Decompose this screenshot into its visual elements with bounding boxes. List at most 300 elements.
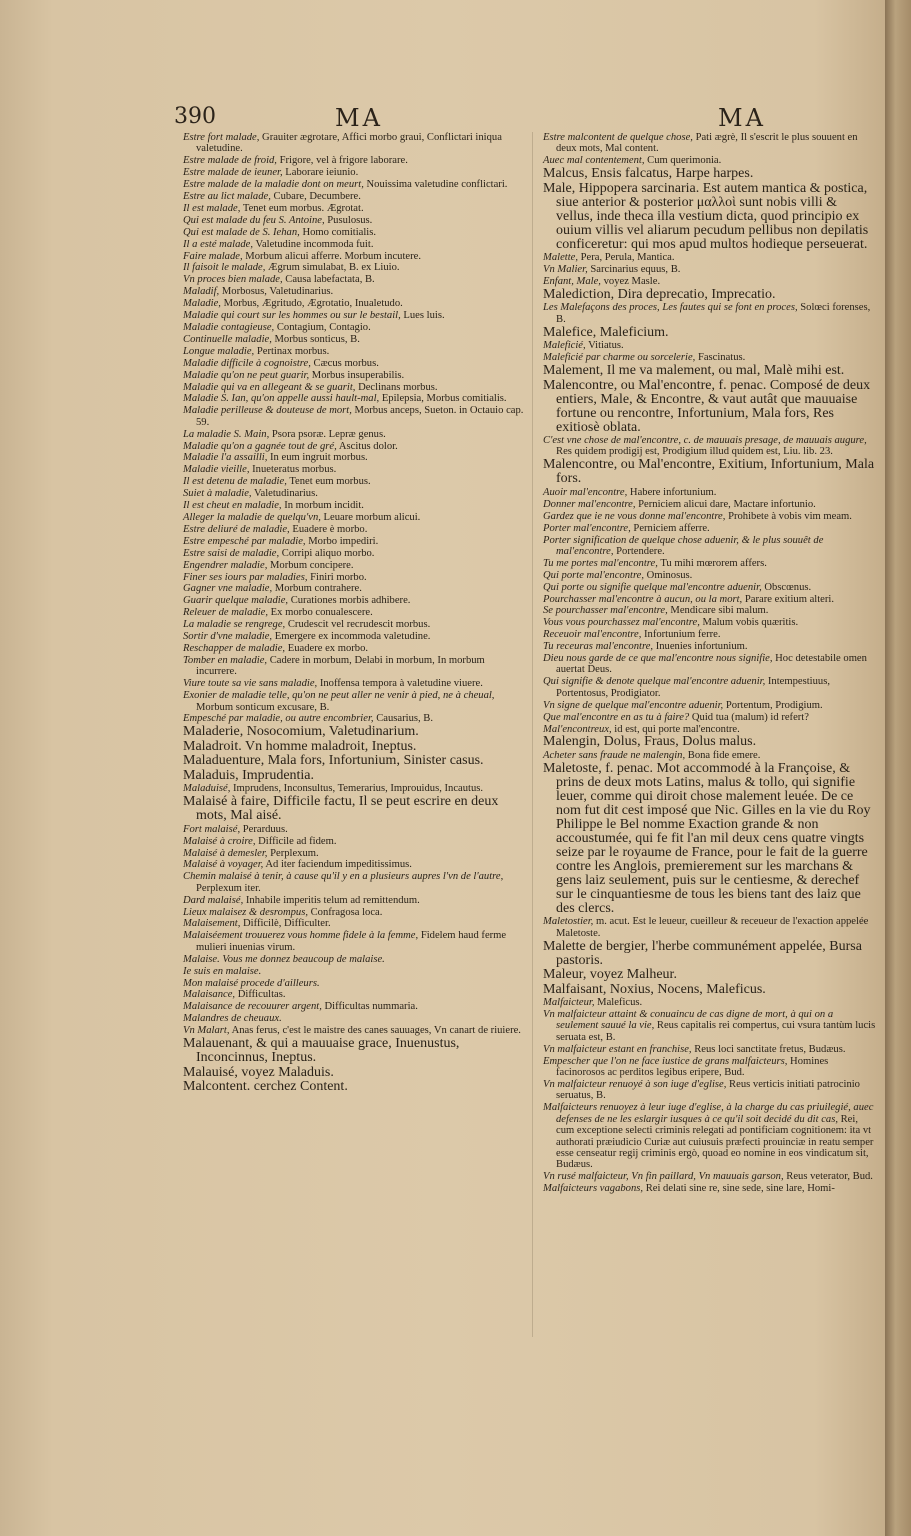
entry-headword: Estre deliuré de maladie, xyxy=(183,523,290,535)
left-running-header: MA xyxy=(335,104,383,132)
entry-text: Difficultas nummaria. xyxy=(321,1001,418,1013)
entry-headword: Malaisé à croire, xyxy=(183,835,256,847)
entry-text: Maleficus. xyxy=(594,997,643,1009)
entry-headword: Chemin malaisé à tenir, à cause qu'il y en a plusieurs aupres l'vn de l'autre, xyxy=(183,871,504,883)
entry-headword: Vous vous pourchassez mal'encontre, xyxy=(543,617,700,629)
dictionary-entry xyxy=(543,252,876,263)
dictionary-entry xyxy=(543,617,876,628)
entry-headword: Maladie contagieuse, xyxy=(183,322,275,333)
dictionary-entry xyxy=(183,429,525,440)
dictionary-entry xyxy=(183,595,525,606)
dictionary-entry xyxy=(543,629,876,640)
entry-text: Psora psoræ. Lepræ genus. xyxy=(269,428,386,440)
entry-headword: Estre au lict malade, xyxy=(183,191,271,203)
entry-headword: Maladuisé, xyxy=(183,783,231,795)
entry-text: Bona fide emere. xyxy=(685,749,761,761)
entry-headword: Maladie qu'on ne peut guarir, xyxy=(183,369,310,381)
entry-text: Habere infortunium. xyxy=(627,486,717,498)
entry-headword: Qui est malade de S. Iehan, xyxy=(183,226,300,238)
entry-headword: Vn Malier, xyxy=(543,264,588,276)
entry-headword: Estre malcontent de quelque chose, xyxy=(543,132,693,143)
dictionary-entry xyxy=(183,536,525,547)
dictionary-entry xyxy=(543,676,876,699)
entry-text: Finiri morbo. xyxy=(307,571,367,583)
dictionary-entry xyxy=(543,940,876,968)
entry-text: Grauiter ægrotare, Affici morbo graui, Conflictari iniqua valetudine. xyxy=(196,132,502,155)
entry-headword: Enfant, Male, xyxy=(543,276,601,288)
dictionary-entry xyxy=(183,583,525,594)
entry-headword: Tu me portes mal'encontre, xyxy=(543,557,658,569)
entry-text: Difficultas. xyxy=(235,989,286,1001)
entry-text: Ex morbo conualescere. xyxy=(268,607,373,619)
entry-text: Imprudens, Inconsultus, Temerarius, Improuidus, Incautus. xyxy=(230,783,484,795)
dictionary-entry xyxy=(183,607,525,618)
entry-headword: Malaise. Vous me donnez beaucoup de malaise. xyxy=(183,953,385,965)
entry-text: Rei, cum exceptione selecti criminis relegati ad pontificiam cognitionem: ita vt authorati præiudicio Curiæ aut cuiusuis præfecti prouinciæ in reatu semper esse censeatur regij criminis ergò, quoad eo nomine in eos vindicatum sit, Budæus. xyxy=(556,1113,874,1171)
dictionary-entry xyxy=(183,298,525,309)
entry-headword: Malfaicteurs vagabons, xyxy=(543,1183,644,1195)
entry-text: Malediction, Dira deprecatio, Imprecatio. xyxy=(543,286,776,302)
entry-text: m. acut. Est le leueur, cueilleur & receueur de l'exaction appelée Maletoste. xyxy=(556,916,869,939)
entry-text: Perplexum. xyxy=(267,847,319,859)
entry-text: Perarduus. xyxy=(240,823,288,835)
dictionary-entry xyxy=(183,836,525,847)
entry-text: Malencontre, ou Mal'encontre, f. penac. Composé de deux entiers, Male, & Encontre, & vaut autât que mauuaise fortune ou rencontre, Infortunium, Mala fors, Res exitiosè oblata. xyxy=(543,377,871,435)
entry-headword: Maladie, xyxy=(183,298,221,310)
entry-text: Valetudinarius. xyxy=(251,488,318,500)
dictionary-entry xyxy=(183,1037,525,1065)
entry-text: Frigore, vel à frigore laborare. xyxy=(276,155,408,167)
entry-headword: Maladie qu'on a gagnée tout de gré, xyxy=(183,440,337,452)
right-column xyxy=(543,132,876,1195)
entry-text: Leuare morbum alicui. xyxy=(320,512,421,523)
entry-text: Maladuis, Imprudentia. xyxy=(183,767,315,783)
entry-headword: Empesché par maladie, ou autre encombrier, xyxy=(183,713,374,725)
entry-text: Malfaisant, Noxius, Nocens, Maleficus. xyxy=(543,981,766,997)
entry-text: Portendere. xyxy=(613,545,665,557)
entry-text: Infortunium ferre. xyxy=(641,629,721,641)
dictionary-entry xyxy=(543,1056,876,1079)
entry-text: Fascinatus. xyxy=(695,352,746,364)
dictionary-entry xyxy=(543,712,876,723)
entry-headword: Maleficié, xyxy=(543,340,586,352)
entry-text: Nouissima valetudine conflictari. xyxy=(363,179,508,191)
entry-text: Pati ægrè, Il s'escrit le plus souuent en deux mots, Mal content. xyxy=(556,132,858,155)
entry-text: id est, qui porte mal'encontre. xyxy=(611,723,740,735)
dictionary-entry xyxy=(183,191,525,202)
entry-headword: Reschapper de maladie, xyxy=(183,642,286,654)
dictionary-entry xyxy=(543,352,876,363)
dictionary-entry xyxy=(543,735,876,749)
dictionary-entry xyxy=(183,930,525,953)
entry-headword: Malfaicteur, xyxy=(543,997,595,1009)
left-column xyxy=(183,132,525,1095)
dictionary-entry xyxy=(183,524,525,535)
entry-headword: Malaisance de recouurer argent, xyxy=(183,1001,322,1013)
entry-text: Epilepsia, Morbus comitialis. xyxy=(379,393,507,405)
entry-headword: Tomber en maladie, xyxy=(183,654,268,666)
entry-headword: Exonier de maladie telle, qu'on ne peut aller ne venir à pied, ne à cheual, xyxy=(183,690,495,702)
entry-text: Curationes morbis adhibere. xyxy=(288,595,411,607)
entry-headword: Porter mal'encontre, xyxy=(543,522,631,534)
entry-headword: Receuoir mal'encontre, xyxy=(543,629,642,641)
entry-headword: Que mal'encontre en as tu à faire? xyxy=(543,711,690,723)
entry-text: Sarcinarius equus, B. xyxy=(587,264,681,276)
entry-headword: Se pourchasser mal'encontre, xyxy=(543,605,668,617)
dictionary-entry xyxy=(543,653,876,676)
entry-headword: Malandres de cheuaux. xyxy=(183,1013,282,1025)
entry-text: Ominosus. xyxy=(644,569,693,581)
entry-text: Morbus insuperabilis. xyxy=(309,369,405,381)
dictionary-entry xyxy=(183,1080,525,1094)
entry-text: Malencontre, ou Mal'encontre, Exitium, Infortunium, Mala fors. xyxy=(543,457,875,487)
entry-text: Morbus sonticus, B. xyxy=(271,333,360,345)
entry-headword: Vn proces bien malade, xyxy=(183,274,283,286)
entry-text: Pera, Perula, Mantica. xyxy=(578,252,675,264)
dictionary-entry xyxy=(183,512,525,523)
dictionary-entry xyxy=(183,954,525,965)
entry-text: Cæcus morbus. xyxy=(310,357,379,369)
dictionary-entry xyxy=(543,594,876,605)
entry-headword: Il faisoit le malade, xyxy=(183,262,266,274)
dictionary-entry xyxy=(543,523,876,534)
entry-text: In morbum incidit. xyxy=(281,500,364,512)
entry-text: Emergere ex incommoda valetudine. xyxy=(272,631,431,643)
entry-text: Reus veterator, Bud. xyxy=(783,1171,873,1183)
entry-text: Malement, Il me va malement, ou mal, Malè mihi est. xyxy=(543,363,845,379)
entry-text: Tu mihi mœrorem affers. xyxy=(657,557,767,569)
dictionary-entry xyxy=(543,535,876,558)
dictionary-entry xyxy=(183,848,525,859)
entry-headword: Malaisement, xyxy=(183,918,241,930)
entry-text: voyez Masle. xyxy=(600,276,661,288)
dictionary-entry xyxy=(183,405,525,428)
dictionary-entry xyxy=(543,458,876,486)
dictionary-entry xyxy=(183,907,525,918)
dictionary-entry xyxy=(543,1183,876,1194)
entry-text: Maladroit. Vn homme maladroit, Ineptus. xyxy=(183,738,417,754)
dictionary-entry xyxy=(183,251,525,262)
entry-text: Causarius, B. xyxy=(373,713,434,725)
dictionary-entry xyxy=(183,871,525,894)
entry-text: Homo comitialis. xyxy=(299,226,377,238)
dictionary-entry xyxy=(183,1066,525,1080)
dictionary-entry xyxy=(183,740,525,754)
entry-headword: Tu receuras mal'encontre, xyxy=(543,641,654,653)
dictionary-entry xyxy=(543,968,876,982)
entry-headword: Guarir quelque maladie, xyxy=(183,595,289,607)
entry-text: Malefice, Maleficium. xyxy=(543,324,669,340)
dictionary-entry xyxy=(183,754,525,768)
entry-text: Difficilè, Difficulter. xyxy=(240,918,331,930)
entry-headword: Malaisance, xyxy=(183,989,236,1001)
entry-text: Morbum sonticum excusare, B. xyxy=(196,701,330,713)
entry-headword: Les Malefaçons des proces, Les fautes qui se font en proces, xyxy=(543,302,798,314)
dictionary-entry xyxy=(183,286,525,297)
entry-headword: Estre malade de la maladie dont on meurt, xyxy=(183,179,364,191)
dictionary-entry xyxy=(543,724,876,735)
entry-text: Valetudine incommoda fuit. xyxy=(253,238,374,250)
dictionary-entry xyxy=(543,605,876,616)
entry-headword: Maleficié par charme ou sorcelerie, xyxy=(543,352,696,364)
entry-text: Portentum, Prodigium. xyxy=(723,699,823,711)
entry-text: Malcontent. cerchez Content. xyxy=(183,1079,348,1095)
entry-headword: Pourchasser mal'encontre à aucun, ou la mort, xyxy=(543,593,743,605)
entry-headword: Vn rusé malfaicteur, Vn fin paillard, Vn mauuais garson, xyxy=(543,1171,784,1183)
entry-headword: Malaisé à voyager, xyxy=(183,859,264,871)
dictionary-entry xyxy=(183,978,525,989)
dictionary-entry xyxy=(543,264,876,275)
entry-text: Reus capitalis rei compertus, cui vsura tantùm lucis seruata est, B. xyxy=(556,1020,876,1043)
entry-headword: Acheter sans fraude ne malengin, xyxy=(543,749,686,761)
dictionary-entry xyxy=(183,346,525,357)
entry-text: Morbus anceps, Sueton. in Octauio cap. 59. xyxy=(196,405,524,428)
entry-headword: Gagner vne maladie, xyxy=(183,583,273,595)
entry-text: Lues luis. xyxy=(400,310,445,322)
right-running-header: MA xyxy=(718,104,766,132)
dictionary-entry xyxy=(543,983,876,997)
dictionary-entry xyxy=(543,1102,876,1170)
dictionary-entry xyxy=(543,1044,876,1055)
dictionary-entry xyxy=(543,435,876,458)
entry-text: Obscœnus. xyxy=(761,581,812,593)
dictionary-entry xyxy=(183,452,525,463)
entry-text: Malaisé à faire, Difficile factu, Il se peut escrire en deux mots, Mal aisé. xyxy=(183,794,499,824)
entry-headword: Auec mal contentement, xyxy=(543,155,645,167)
entry-text: Morbosus, Valetudinarius. xyxy=(219,286,334,298)
entry-headword: Mal'encontreux, xyxy=(543,723,612,735)
entry-headword: Releuer de maladie, xyxy=(183,607,269,619)
entry-headword: Maladif, xyxy=(183,286,220,298)
dictionary-entry xyxy=(183,783,525,794)
dictionary-entry xyxy=(183,795,525,823)
entry-text: Cum querimonia. xyxy=(644,155,722,167)
entry-text: Causa labefactata, B. xyxy=(282,274,375,286)
dictionary-entry xyxy=(183,274,525,285)
dictionary-entry xyxy=(543,762,876,916)
dictionary-entry xyxy=(183,918,525,929)
entry-text: Laborare ieiunio. xyxy=(282,167,359,179)
entry-headword: Maladie difficile à cognoistre, xyxy=(183,357,311,369)
entry-text: Morbum concipere. xyxy=(267,559,354,571)
entry-headword: La maladie S. Main, xyxy=(183,428,270,440)
entry-text: Inuenies infortunium. xyxy=(653,641,748,653)
dictionary-entry xyxy=(183,859,525,870)
entry-text: Maladuenture, Mala fors, Infortunium, Sinister casus. xyxy=(183,753,484,769)
dictionary-entry xyxy=(543,750,876,761)
entry-text: Inhabile imperitis telum ad remittendum. xyxy=(243,894,420,906)
dictionary-entry xyxy=(183,488,525,499)
entry-headword: Estre fort malade, xyxy=(183,132,260,143)
dictionary-entry xyxy=(543,167,876,181)
dictionary-entry xyxy=(543,276,876,287)
entry-text: Inoffensa tempora à valetudine viuere. xyxy=(317,678,483,690)
dictionary-entry xyxy=(183,725,525,739)
entry-headword: Estre malade de froid, xyxy=(183,155,277,167)
dictionary-entry xyxy=(183,769,525,783)
page-edge xyxy=(885,0,911,1536)
entry-headword: Estre empesché par maladie, xyxy=(183,535,306,547)
entry-text: Difficile ad fidem. xyxy=(255,835,337,847)
dictionary-entry xyxy=(183,631,525,642)
entry-headword: Maladie qui court sur les hommes ou sur le bestail, xyxy=(183,310,401,322)
entry-headword: Empescher que l'on ne face iustice de grans malfaicteurs, xyxy=(543,1055,788,1067)
entry-text: Morbum alicui afferre. Morbum incutere. xyxy=(242,250,422,262)
entry-headword: Dieu nous garde de ce que mal'encontre nous signifie, xyxy=(543,653,773,665)
dictionary-entry xyxy=(183,572,525,583)
entry-headword: Qui signifie & denote quelque mal'encontre aduenir, xyxy=(543,676,766,688)
entry-headword: Faire malade, xyxy=(183,250,243,262)
entry-headword: Donner mal'encontre, xyxy=(543,498,636,510)
dictionary-entry xyxy=(183,560,525,571)
entry-text: Pertinax morbus. xyxy=(254,345,330,357)
entry-headword: Qui porte mal'encontre, xyxy=(543,569,645,581)
entry-text: Morbum contrahere. xyxy=(272,583,362,595)
entry-text: Perplexum iter. xyxy=(196,882,261,894)
dictionary-entry xyxy=(543,700,876,711)
entry-text: Malengin, Dolus, Fraus, Dolus malus. xyxy=(543,734,757,750)
entry-text: Ascitus dolor. xyxy=(336,440,398,452)
entry-headword: Il est malade, xyxy=(183,202,241,214)
entry-headword: Finer ses iours par maladies, xyxy=(183,571,308,583)
dictionary-entry xyxy=(183,464,525,475)
entry-text: Ægrum simulabat, B. ex Liuio. xyxy=(265,262,400,274)
entry-headword: Vn malfaicteur estant en franchise, xyxy=(543,1043,692,1055)
entry-headword: Suiet à maladie, xyxy=(183,488,252,500)
entry-headword: Vn signe de quelque mal'encontre aduenir, xyxy=(543,699,724,711)
dictionary-entry xyxy=(183,1025,525,1036)
entry-headword: Vn malfaicteur attaint & conuaincu de cas digne de mort, à qui on a seulement sauué la vie, xyxy=(543,1009,834,1032)
dictionary-entry xyxy=(183,966,525,977)
dictionary-entry xyxy=(183,500,525,511)
entry-headword: Qui porte ou signifie quelque mal'encontre aduenir, xyxy=(543,581,762,593)
entry-headword: Maladie S. Ian, qu'on appelle aussi hault-mal, xyxy=(183,393,380,405)
dictionary-entry xyxy=(543,1079,876,1102)
dictionary-entry xyxy=(183,393,525,404)
entry-text: Rei delati sine re, sine sede, sine lare, Homi- xyxy=(643,1183,835,1195)
dictionary-entry xyxy=(543,570,876,581)
entry-text: Male, Hippopera sarcinaria. Est autem mantica & postica, siue anterior & posterior μαλλοὶ sunt nobis villi & vellus, inde theca illa vestium dicta, quod principio ex ouium villis vel aliarum pecudum pellibus non depilatis conficeretur: qui mos apud multos hodieque perseuerat. xyxy=(543,180,869,252)
entry-text: Ad iter faciendum impeditissimus. xyxy=(263,859,412,871)
entry-text: Euadere ex morbo. xyxy=(285,642,369,654)
entry-text: Malauenant, & qui a mauuaise grace, Inuenustus, Inconcinnus, Ineptus. xyxy=(183,1036,460,1066)
entry-text: In eum ingruit morbus. xyxy=(267,452,368,464)
entry-headword: Il est detenu de maladie, xyxy=(183,476,287,488)
dictionary-entry xyxy=(183,824,525,835)
dictionary-entry xyxy=(543,582,876,593)
dictionary-entry xyxy=(543,364,876,378)
dictionary-entry xyxy=(543,558,876,569)
dictionary-entry xyxy=(183,713,525,724)
entry-headword: Longue maladie, xyxy=(183,345,255,357)
entry-headword: Ie suis en malaise. xyxy=(183,965,262,977)
dictionary-entry xyxy=(183,895,525,906)
entry-text: Tenet eum morbus. Ægrotat. xyxy=(240,202,364,214)
dictionary-entry xyxy=(183,678,525,689)
dictionary-entry xyxy=(183,1013,525,1024)
dictionary-entry xyxy=(543,155,876,166)
entry-text: Cadere in morbum, Delabi in morbum, In morbum incurrere. xyxy=(196,654,485,678)
dictionary-entry xyxy=(543,326,876,340)
entry-text: Corripi aliquo morbo. xyxy=(279,547,375,559)
entry-text: Confragosa loca. xyxy=(307,906,383,918)
entry-headword: Maletostier, xyxy=(543,916,594,928)
dictionary-entry xyxy=(183,167,525,178)
entry-text: Homines facinorosos ac perditos legibus eripere, Bud. xyxy=(556,1055,829,1079)
entry-text: Cubare, Decumbere. xyxy=(270,191,361,203)
entry-headword: Viure toute sa vie sans maladie, xyxy=(183,678,318,690)
dictionary-entry xyxy=(183,989,525,1000)
entry-text: Declinans morbus. xyxy=(355,381,438,393)
entry-text: Maladerie, Nosocomium, Valetudinarium. xyxy=(183,724,419,740)
dictionary-entry xyxy=(183,215,525,226)
dictionary-entry xyxy=(543,182,876,252)
dictionary-entry xyxy=(543,340,876,351)
dictionary-entry xyxy=(183,655,525,678)
entry-headword: Porter signification de quelque chose aduenir, & le plus souuêt de mal'encontre, xyxy=(543,534,824,557)
dictionary-entry xyxy=(543,379,876,435)
dictionary-entry xyxy=(183,548,525,559)
dictionary-entry xyxy=(183,690,525,713)
entry-headword: Malfaicteurs renuoyez à leur iuge d'eglise, à la charge du cas priuilegié, auec defenses de ne les eslargir iusques à ce qu'il soit decidé du dit cas, xyxy=(543,1102,874,1125)
entry-text: Malum vobis quæritis. xyxy=(699,617,799,629)
dictionary-entry xyxy=(183,310,525,321)
entry-text: Intempestiuus, Portentosus, Prodigiator. xyxy=(556,676,830,699)
entry-headword: Malette, xyxy=(543,252,579,264)
entry-headword: Qui est malade du feu S. Antoine, xyxy=(183,214,325,226)
dictionary-entry xyxy=(543,511,876,522)
dictionary-entry xyxy=(183,203,525,214)
entry-text: Inueteratus morbus. xyxy=(249,464,337,476)
dictionary-entry xyxy=(543,1009,876,1043)
entry-text: Fidelem haud ferme mulieri inuenias virum. xyxy=(196,930,507,953)
dictionary-entry xyxy=(543,132,876,155)
entry-text: Perniciem alicui dare, Mactare infortunio. xyxy=(635,498,816,510)
entry-text: Anas ferus, c'est le maistre des canes sauuages, Vn canart de riuiere. xyxy=(229,1025,521,1037)
dictionary-entry xyxy=(183,155,525,166)
entry-text: Hoc detestabile omen auertat Deus. xyxy=(556,653,867,676)
entry-headword: Malaiséement trouuerez vous homme fidele à la femme, xyxy=(183,930,419,942)
entry-text: Solœci forenses, B. xyxy=(556,302,871,325)
entry-text: Maleur, voyez Malheur. xyxy=(543,967,677,983)
entry-headword: Estre saisi de maladie, xyxy=(183,547,280,559)
entry-headword: Maladie qui va en allegeant & se guarit, xyxy=(183,381,356,393)
entry-headword: Fort malaisé, xyxy=(183,823,241,835)
entry-text: Mendicare sibi malum. xyxy=(667,605,769,617)
dictionary-entry xyxy=(183,476,525,487)
entry-headword: Maladie vieille, xyxy=(183,464,250,476)
dictionary-entry xyxy=(183,358,525,369)
dictionary-entry xyxy=(543,916,876,939)
entry-text: Malette de bergier, l'herbe communément appelée, Bursa pastoris. xyxy=(543,938,862,968)
dictionary-entry xyxy=(183,239,525,250)
entry-text: Malcus, Ensis falcatus, Harpe harpes. xyxy=(543,166,754,182)
entry-headword: La maladie se rengrege, xyxy=(183,619,286,631)
dictionary-entry xyxy=(183,179,525,190)
dictionary-entry xyxy=(543,487,876,498)
page-number: 390 xyxy=(174,104,216,129)
dictionary-entry xyxy=(183,1001,525,1012)
entry-text: Crudescit vel recrudescit morbus. xyxy=(285,619,431,631)
dictionary-entry xyxy=(183,322,525,333)
entry-text: Pusulosus. xyxy=(324,214,373,226)
entry-headword: Vn malfaicteur renuoyé à son iuge d'eglise, xyxy=(543,1078,727,1090)
dictionary-entry xyxy=(183,227,525,238)
entry-headword: Engendrer maladie, xyxy=(183,559,268,571)
entry-text: Reus verticis initiati patrocinio seruatus, B. xyxy=(556,1078,860,1102)
entry-headword: C'est vne chose de mal'encontre, c. de mauuais presage, de mauuais augure, xyxy=(543,435,867,447)
entry-headword: Mon malaisé procede d'ailleurs. xyxy=(183,977,320,989)
